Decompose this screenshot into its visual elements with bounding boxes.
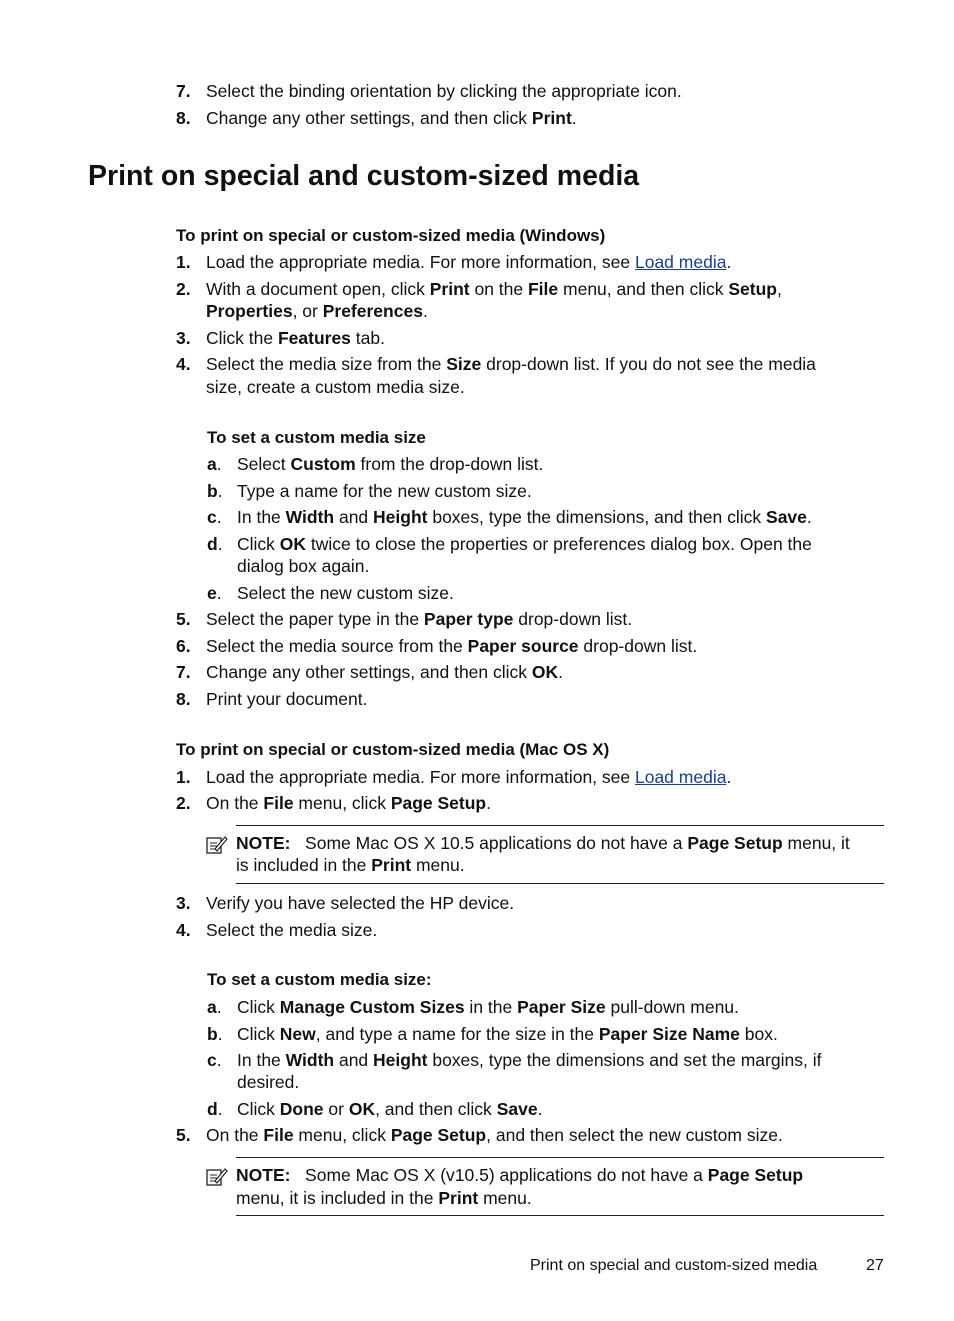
windows-custom-heading: To set a custom media size xyxy=(207,428,426,447)
windows-step-4: Select the media size from the Size drop-down list. If you do not see the media xyxy=(206,354,816,374)
mac-substep-c: In the Width and Height boxes, type the dimensions and set the margins, if xyxy=(237,1050,822,1070)
note-2-text-cont: menu, it is included in the Print menu. xyxy=(236,1188,532,1208)
substep-letter: d. xyxy=(207,1099,223,1119)
note-pencil-icon xyxy=(206,835,228,855)
substep-letter: c. xyxy=(207,1050,222,1070)
windows-step-3: Click the Features tab. xyxy=(206,328,385,348)
windows-step-6: Select the media source from the Paper source drop-down list. xyxy=(206,636,698,656)
step-number: 3. xyxy=(176,328,191,348)
mac-heading: To print on special or custom-sized media (Mac OS X) xyxy=(176,740,610,759)
substep-letter: e. xyxy=(207,583,222,603)
substep-letter: c. xyxy=(207,507,222,527)
step-number: 7. xyxy=(176,662,191,682)
windows-substep-b: Type a name for the new custom size. xyxy=(237,481,532,501)
windows-step-2-cont: Properties, or Preferences. xyxy=(206,301,428,321)
mac-custom-heading: To set a custom media size: xyxy=(207,970,432,989)
windows-step-1: Load the appropriate media. For more information, see Load media. xyxy=(206,252,732,272)
step-number: 3. xyxy=(176,893,191,913)
note-1-text-cont: is included in the Print menu. xyxy=(236,855,465,875)
windows-step-7: Change any other settings, and then click OK. xyxy=(206,662,564,682)
note-2-text: NOTE: Some Mac OS X (v10.5) applications do not have a Page Setup xyxy=(236,1165,804,1185)
note-top-rule xyxy=(236,825,884,826)
windows-substep-e: Select the new custom size. xyxy=(237,583,454,603)
load-media-link[interactable]: Load media xyxy=(634,767,727,787)
windows-substep-c: In the Width and Height boxes, type the dimensions, and then click Save. xyxy=(237,507,812,527)
note-top-rule xyxy=(236,1157,884,1158)
mac-step-5: On the File menu, click Page Setup, and then select the new custom size. xyxy=(206,1125,783,1145)
windows-step-8: Print your document. xyxy=(206,689,368,709)
mac-substep-b: Click New, and type a name for the size in the Paper Size Name box. xyxy=(237,1024,778,1044)
windows-substep-d: Click OK twice to close the properties or preferences dialog box. Open the xyxy=(237,534,812,554)
note-bottom-rule xyxy=(236,1215,884,1216)
step-number: 7. xyxy=(176,81,191,101)
mac-step-2: On the File menu, click Page Setup. xyxy=(206,793,491,813)
step-number: 4. xyxy=(176,354,191,374)
windows-substep-a: Select Custom from the drop-down list. xyxy=(237,454,544,474)
substep-letter: d. xyxy=(207,534,223,554)
step-text: Change any other settings, and then click Print. xyxy=(206,108,577,128)
substep-letter: a. xyxy=(207,997,222,1017)
step-text: Select the binding orientation by clicking the appropriate icon. xyxy=(206,81,682,101)
windows-step-2: With a document open, click Print on the File menu, and then click Setup, xyxy=(206,279,782,299)
mac-step-3: Verify you have selected the HP device. xyxy=(206,893,515,913)
substep-letter: b. xyxy=(207,1024,223,1044)
step-number: 1. xyxy=(176,252,191,272)
windows-step-5: Select the paper type in the Paper type drop-down list. xyxy=(206,609,633,629)
step-number: 8. xyxy=(176,689,191,709)
mac-substep-a: Click Manage Custom Sizes in the Paper Size pull-down menu. xyxy=(237,997,739,1017)
load-media-link[interactable]: Load media xyxy=(634,252,727,272)
note-pencil-icon xyxy=(206,1167,228,1187)
step-number: 5. xyxy=(176,609,191,629)
footer-title: Print on special and custom-sized media xyxy=(530,1257,818,1274)
step-number: 4. xyxy=(176,920,191,940)
windows-substep-d-cont: dialog box again. xyxy=(237,556,370,576)
step-number: 2. xyxy=(176,793,191,813)
substep-letter: b. xyxy=(207,481,223,501)
mac-substep-d: Click Done or OK, and then click Save. xyxy=(237,1099,543,1119)
windows-heading: To print on special or custom-sized media (Windows) xyxy=(176,226,606,245)
mac-substep-c-cont: desired. xyxy=(237,1072,300,1092)
note-1-text: NOTE: Some Mac OS X 10.5 applications do not have a Page Setup menu, it xyxy=(236,833,850,853)
step-number: 2. xyxy=(176,279,191,299)
section-title: Print on special and custom-sized media xyxy=(88,160,640,192)
step-number: 6. xyxy=(176,636,191,656)
windows-step-4-cont: size, create a custom media size. xyxy=(206,377,465,397)
page-number: 27 xyxy=(866,1257,884,1274)
step-number: 1. xyxy=(176,767,191,787)
step-number: 8. xyxy=(176,108,191,128)
note-bottom-rule xyxy=(236,883,884,884)
substep-letter: a. xyxy=(207,454,222,474)
mac-step-1: Load the appropriate media. For more information, see Load media. xyxy=(206,767,732,787)
mac-step-4: Select the media size. xyxy=(206,920,378,940)
step-number: 5. xyxy=(176,1125,191,1145)
